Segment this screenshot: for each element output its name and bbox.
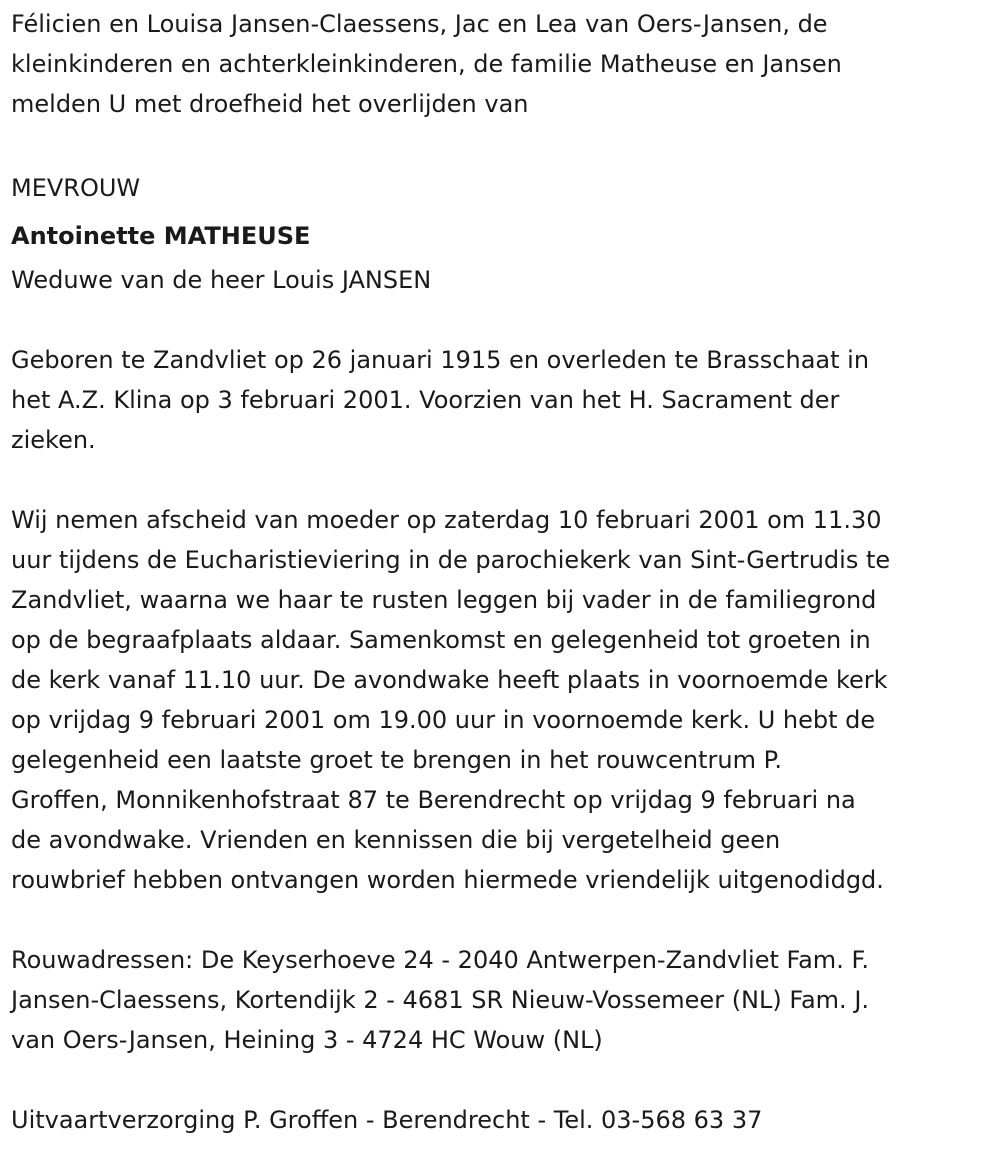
spacer — [11, 300, 995, 340]
addresses-paragraph: Rouwadressen: De Keyserhoeve 24 - 2040 Antwerpen-Zandvliet Fam. F. Jansen-Claessens, Kortendijk 2 - 4681 SR Nieuw-Vossemeer (NL) Fam. J. van Oers-Jansen, Heining 3 - 4724 HC Wouw (NL) — [11, 946, 870, 1054]
death-notice — [11, 4, 995, 1140]
spacer — [11, 460, 995, 500]
intro-paragraph: Félicien en Louisa Jansen-Claessens, Jac en Lea van Oers-Jansen, de kleinkinderen en achterkleinkinderen, de familie Matheuse en Jansen melden U met droefheid het overlijden van — [11, 10, 842, 118]
widow-of-line: Weduwe van de heer Louis JANSEN — [11, 266, 432, 294]
ceremony-paragraph: Wij nemen afscheid van moeder op zaterdag 10 februari 2001 om 11.30 uur tijdens de Eucharistieviering in de parochiekerk van Sint-Gertrudis te Zandvliet, waarna we haar te rusten leggen bij vader in de familiegrond op de begraafplaats aldaar. Samenkomst en gelegenheid tot groeten in de kerk vanaf 11.10 uur. De avondwake heeft plaats in voornoemde kerk op vrijdag 9 februari 2001 om 19.00 uur in voornoemde kerk. U hebt de gelegenheid een laatste groet te brengen in het rouwcentrum P. Groffen, Monnikenhofstraat 87 te Berendrecht op vrijdag 9 februari na de avondwake. Vrienden en kennissen die bij vergetelheid geen rouwbrief hebben ontvangen worden hiermede vriendelijk uitgenodidgd. — [11, 506, 891, 894]
spacer — [11, 900, 995, 940]
honorific-label: MEVROUW — [11, 174, 141, 202]
deceased-name: Antoinette MATHEUSE — [11, 222, 311, 250]
spacer — [11, 124, 995, 164]
undertaker-line: Uitvaartverzorging P. Groffen - Berendrecht - Tel. 03-568 63 37 — [11, 1106, 763, 1134]
spacer — [11, 1060, 995, 1100]
birth-death-paragraph: Geboren te Zandvliet op 26 januari 1915 en overleden te Brasschaat in het A.Z. Klina op 3 februari 2001. Voorzien van het H. Sacrament der zieken. — [11, 346, 870, 454]
